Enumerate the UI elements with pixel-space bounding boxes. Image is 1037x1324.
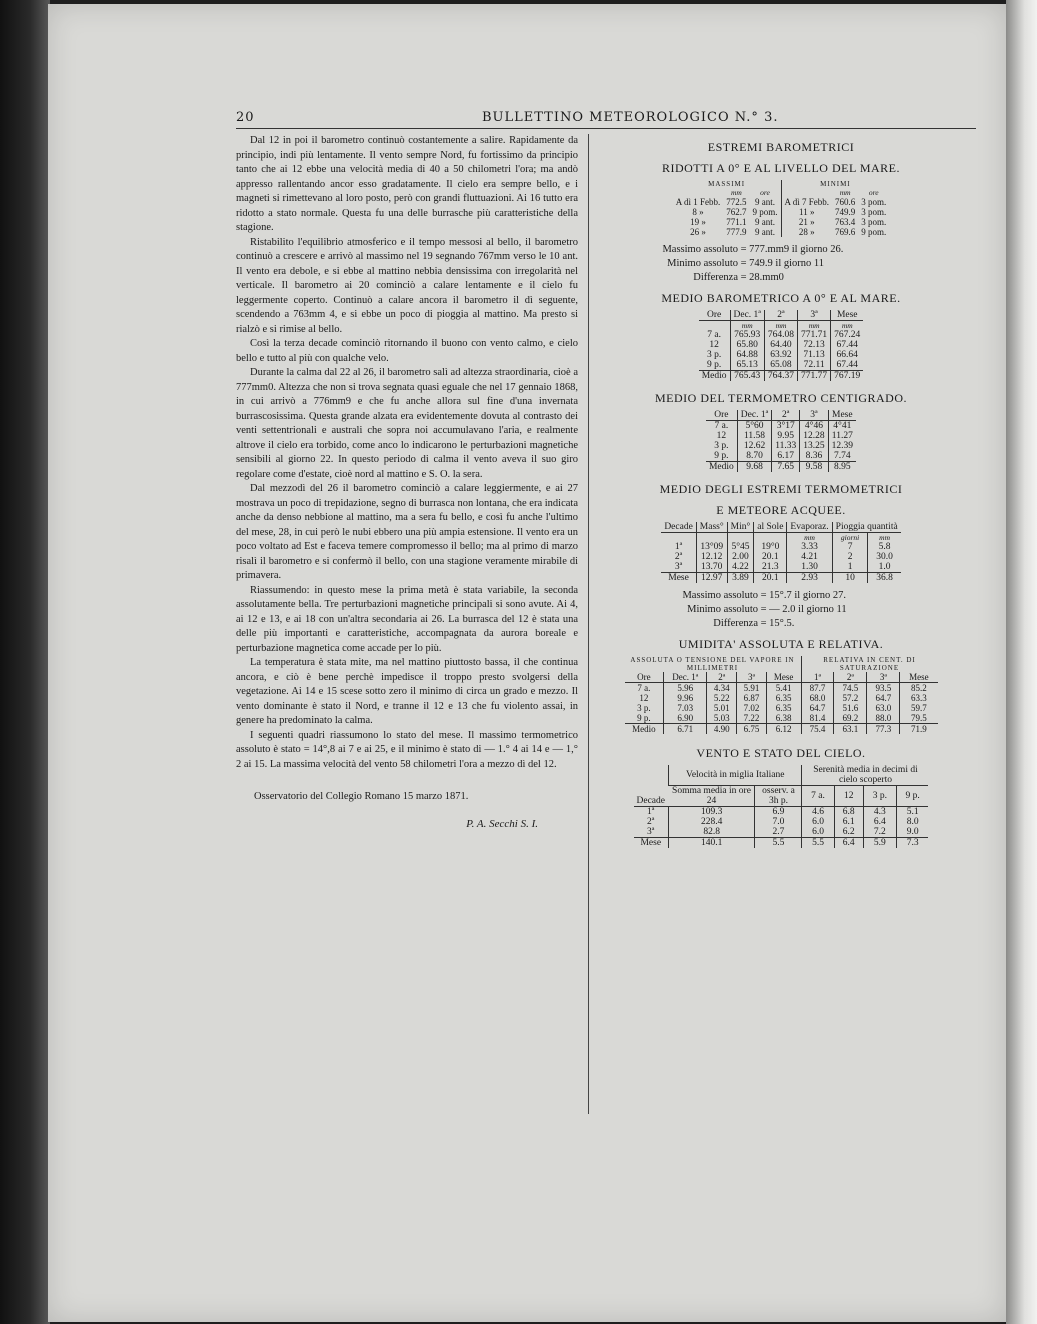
cell: 140.1 (668, 838, 755, 849)
col-header: Dec. 1ª (737, 410, 771, 421)
cell: 75.4 (801, 724, 834, 735)
table-row (625, 683, 938, 694)
cell: 9 p. (706, 360, 722, 370)
stat-value: = 777.mm9 il giorno 26. (740, 244, 844, 255)
estremi-subtitle: RIDOTTI A 0° E AL LIVELLO DEL MARE. (661, 161, 901, 175)
cell: 64.7 (867, 693, 900, 703)
estremi-table (673, 180, 890, 237)
cell: 3 pom. (861, 197, 887, 207)
cell: 63.1 (834, 724, 867, 735)
cell: 63.92 (764, 350, 797, 360)
stat-label: Massimo assoluto (682, 590, 758, 601)
cell: 771.77 (798, 371, 831, 382)
cell: 6.4 (834, 838, 863, 849)
table-row (673, 217, 890, 227)
left-column-text (236, 134, 578, 831)
cell: 777.9 (726, 227, 747, 237)
col-header: Decade (636, 795, 665, 806)
cell: 9 pom. (752, 207, 778, 217)
cell: 6.87 (737, 693, 767, 703)
cell: 7.02 (737, 703, 767, 713)
col-header: 3ª (737, 672, 767, 683)
cell: 81.4 (801, 713, 834, 724)
table-footer-row (706, 462, 856, 473)
cell: 6.1 (834, 817, 863, 827)
cell: 51.6 (834, 703, 867, 713)
cell: 7 a. (714, 421, 729, 431)
table-row (634, 807, 929, 818)
col-header: 2ª (772, 410, 800, 421)
cell: 88.0 (867, 713, 900, 724)
cell: 4.6 (802, 807, 834, 818)
cell: 6.8 (834, 807, 863, 818)
cell: 12 (639, 693, 649, 703)
stat-label: Minimo assoluto (667, 258, 738, 269)
cell: 767.24 (831, 330, 864, 340)
estremi-stats (640, 243, 966, 285)
col-header: 3ª (800, 410, 828, 421)
table-row (625, 703, 938, 713)
cell: 3.89 (727, 573, 754, 584)
cell: 8.0 (896, 817, 928, 827)
cell: 59.7 (900, 703, 938, 713)
cell: 3 p. (714, 441, 729, 451)
table-row (699, 330, 864, 340)
unit: ore (760, 188, 770, 197)
cell: 9 ant. (754, 197, 775, 207)
cell: 69.2 (834, 713, 867, 724)
unit: mm (839, 188, 851, 197)
unit: mm (764, 321, 797, 331)
cell: 5.41 (766, 683, 801, 694)
cell: 9.0 (896, 827, 928, 838)
cell: 2ª (647, 817, 655, 827)
cell: 1.0 (868, 562, 901, 573)
cell: 1ª (674, 542, 683, 552)
paragraph: Dal mezzodì del 26 il barometro cominciò a calare leggiermente, e ai 27 mostrava un poco di trepidazione, segno di burrasca non lontana, che era indicata anche da denso nebbione al mattino, ma a sera fu bello, e così fu anche l'ultimo del mese, 28, in cui però le nubi ebbero una più ampia estensione. Il vento era un poco voltato ad Est e faceva temere compromesso il bello; ma al primo di marzo risalì il barometro e si confermò il bello, con una stagione veramente mirabile di primavera. (236, 483, 578, 581)
scan-left-edge (0, 0, 50, 1324)
cell: 12.12 (696, 552, 727, 562)
unit: mm (730, 321, 764, 331)
cell: 3.33 (787, 542, 832, 552)
cell: 2ª (674, 552, 683, 562)
cell: 772.5 (726, 197, 747, 207)
stat-label: Differenza (713, 618, 758, 629)
column-divider (588, 134, 589, 1114)
col-header: Mese (831, 310, 864, 321)
cell: 767.19 (831, 371, 864, 382)
cell: 5°60 (737, 421, 771, 432)
table-footer-row (661, 573, 900, 584)
stat-label: Massimo assoluto (662, 244, 738, 255)
table-row (699, 350, 864, 360)
paragraph: Riassumendo: in questo mese la prima metà è stata variabile, la seconda assolutamente bella. Tre perturbazioni magnetiche principali si sono avute. Ai 4, ai 12 e 13, e ai 18 con un'altra secondaria ai 26. La burrasca del 12 è stata una delle più importanti e caratteristiche, accompagnata da aurora boreale e perturbazione magnetica come accade per lo più. (236, 584, 578, 654)
unit: mm (831, 321, 864, 331)
signature: P. A. Secchi S. I. (466, 817, 538, 830)
cell: 72.11 (798, 360, 831, 371)
cell: 771.1 (726, 217, 747, 227)
termo-stats (660, 589, 966, 631)
cell: 9 p. (637, 713, 651, 723)
paragraph: Ristabilito l'equilibrio atmosferico e il tempo messosi al bello, il barometro continuò a crescere e arrivò al massimo nel 19 segnando 767mm verso le 10 ant. Il vento era debole, e si ebbe al mattino nebbia densissima con irregolarità nel verticale. Il barometro ai 20 cominciò a calare lentamente e il cielo fu leggermente coperto. Continuò a calare ancora il barometro il dì seguente, scendendo a 763mm 4, e si ebbe un poco di pioggia al mattino. Ma presto si rialzò e si rimise al bello. (236, 236, 578, 335)
cell: Mese (634, 838, 669, 849)
cell: 36.8 (868, 573, 901, 584)
table-footer-row (699, 371, 864, 382)
table-row (673, 227, 890, 237)
cell: 74.5 (834, 683, 867, 694)
table-row (661, 542, 900, 552)
cell: 12.62 (737, 441, 771, 451)
unit: giorni (832, 533, 868, 543)
cell: 65.13 (730, 360, 764, 371)
col-header: Pioggia quantità (832, 522, 901, 533)
cell: 5.5 (802, 838, 834, 849)
cell: 5.8 (868, 542, 901, 552)
cell: 64.40 (764, 340, 797, 350)
cell: 1 (832, 562, 868, 573)
cell: 2.7 (755, 827, 802, 838)
cell: 6.38 (766, 713, 801, 724)
cell: 79.5 (900, 713, 938, 724)
col-header: Ore (637, 672, 651, 682)
cell: 8.36 (800, 451, 828, 462)
stat-value: = 15°.5. (760, 618, 795, 629)
cell: 6.12 (766, 724, 801, 735)
cell: Medio (706, 462, 737, 473)
cell: 764.08 (764, 330, 797, 340)
cell: 765.43 (730, 371, 764, 382)
cell: 760.6 (835, 197, 856, 207)
cell: 64.7 (801, 703, 834, 713)
cell: 5.1 (896, 807, 928, 818)
cell: 8.70 (737, 451, 771, 462)
col-header: 1ª (801, 672, 834, 683)
cell: 9.96 (664, 693, 707, 703)
cell: 765.93 (730, 330, 764, 340)
col-header: 3 p. (863, 786, 896, 806)
cell: 11 » (781, 207, 832, 217)
cell: 4.90 (707, 724, 737, 735)
cell: 28 » (781, 227, 832, 237)
cell: 20.1 (754, 573, 787, 584)
col-header: Somma media in ore 24 (672, 786, 751, 806)
cell: 72.13 (798, 340, 831, 350)
stat-value: = 28.mm0 (740, 272, 784, 283)
cell: 66.64 (831, 350, 864, 360)
col-header: Decade (664, 522, 693, 532)
table-row (634, 827, 929, 838)
paragraph: I seguenti quadri riassumono lo stato del mese. Il massimo termometrico assoluto è stato = 14°,8 ai 7 e ai 25, e il minimo è stato di — 1.° 4 ai 14 e — 1,° 2 ai 15. La massima velocità del vento 58 chilometri l'ora a mezzo dì del 12. (236, 729, 578, 770)
stat-label: Minimo assoluto (687, 604, 758, 615)
cell: 64.88 (730, 350, 764, 360)
cell: 3 pom. (861, 217, 887, 227)
cell: A dì 1 Febb. (675, 197, 721, 207)
table-row (706, 421, 856, 432)
cell: 7 (832, 542, 868, 552)
paragraph: Così la terza decade cominciò ritornando il buono con vento calmo, e cielo bello e tutto al più con qualche velo. (236, 338, 578, 364)
unit: mm (868, 533, 901, 543)
col-header: Mese (766, 672, 801, 683)
cell: Medio (625, 724, 664, 735)
vento-table (634, 765, 929, 848)
col-header: Mese (900, 672, 938, 683)
cell: 20.1 (754, 552, 787, 562)
stat-label: Differenza (693, 272, 738, 283)
vento-title: VENTO E STATO DEL CIELO. (696, 746, 866, 760)
cell: 11.58 (737, 431, 771, 441)
cell: 769.6 (835, 227, 856, 237)
col-header: Ore (706, 310, 722, 320)
table-row (673, 197, 890, 207)
cell: 2.93 (787, 573, 832, 584)
table-row (706, 431, 856, 441)
cell: 12.97 (696, 573, 727, 584)
cell: 9 ant. (754, 217, 775, 227)
cell: 3 pom. (861, 207, 887, 217)
medio-termo-title: MEDIO DEL TERMOMETRO CENTIGRADO. (655, 391, 907, 405)
cell: 10 (832, 573, 868, 584)
cell: 749.9 (835, 207, 856, 217)
cell: 4.3 (863, 807, 896, 818)
table-footer-row (625, 724, 938, 735)
cell: 12.28 (800, 431, 828, 441)
cell: 63.0 (867, 703, 900, 713)
col-header: 2ª (707, 672, 737, 683)
cell: 4°41 (828, 421, 856, 432)
table-row (706, 441, 856, 451)
cell: 67.44 (831, 360, 864, 371)
massimi-label: MASSIMI (708, 180, 746, 188)
cell: 7.2 (863, 827, 896, 838)
scan-right-edge (1006, 0, 1037, 1324)
col-header: 3ª (798, 310, 831, 321)
cell: 3ª (674, 562, 683, 572)
unit: mm (798, 321, 831, 331)
cell: 5.22 (707, 693, 737, 703)
cell: 6.0 (802, 827, 834, 838)
cell: 1ª (647, 807, 655, 817)
cell: 9.95 (772, 431, 800, 441)
table-row (673, 207, 890, 217)
stat-value: = — 2.0 il giorno 11 (760, 604, 847, 615)
cell: 6.71 (664, 724, 707, 735)
cell: 3 p. (706, 350, 722, 360)
col-header: 12 (834, 786, 863, 806)
cell: 5.5 (755, 838, 802, 849)
cell: 7.65 (772, 462, 800, 473)
cell: 5°45 (727, 542, 754, 552)
cell: 93.5 (867, 683, 900, 694)
header-rule (236, 128, 976, 129)
col-header: Mass° (696, 522, 727, 533)
estremi-termo-subtitle: E METEORE ACQUEE. (716, 503, 846, 517)
paragraph: Durante la calma dal 22 al 26, il barometro salì ad altezza straordinaria, cioè a 777mm0. Altezza che non si trova segnata quasi eguale che nel 17 gennaio 1868, in cui arrivò a 776mm9 e che fu anche allora sul fine d'una invernata burrascosissima. Questa grande alzata era evidentemente dovuta al contrasto dei venti settentrionali e australi che sopra noi accumulavano l'aria, e realmente altrove il cielo era torbido, come anco lo indicarono le perturbazioni magnetiche sensibili al giorno 22. In questo periodo di calma il vento aveva il suo giro regolare come d'estate, cioè nord al mattino e S. O. la sera. (236, 367, 578, 480)
cell: 6.35 (766, 703, 801, 713)
cell: 12 (709, 340, 719, 350)
right-column-tables (596, 134, 966, 848)
estremi-title: ESTREMI BAROMETRICI (707, 140, 855, 154)
col-header: Mese (828, 410, 856, 421)
cell: 4.21 (787, 552, 832, 562)
cell: 21.3 (754, 562, 787, 573)
cell: 12.39 (828, 441, 856, 451)
cell: 3ª (647, 827, 655, 837)
cell: 71.9 (900, 724, 938, 735)
cell: 82.8 (668, 827, 755, 838)
cell: 7.3 (896, 838, 928, 849)
umidita-table (625, 656, 938, 734)
col-header: Ore (714, 410, 729, 420)
cell: 65.80 (730, 340, 764, 350)
paragraph: Dal 12 in poi il barometro continuò costantemente a salire. Rapidamente da principio, indi più lentamente. Il vento sempre Nord, fu fortissimo da principio tanto che ai 12 ebbe una velocità media di 40 a 50 chilometri l'ora; ma andò appresso rallentando ancor esso gradatamente. Il cielo era sempre bello, e i magneti si rimettevano al loro posto, però con grandi fluttuazioni. Ai 16 tutto era ridotto a stato normale. Questa fu una delle burrasche più caratteristiche della stagione. (236, 135, 578, 233)
cell: 4°46 (800, 421, 828, 432)
table-row (634, 817, 929, 827)
cell: 5.96 (664, 683, 707, 694)
col-header: 9 p. (896, 786, 928, 806)
cell: 19°0 (754, 542, 787, 552)
col-header: 2ª (764, 310, 797, 321)
col-header: 2ª (834, 672, 867, 683)
estremi-termo-title: MEDIO DEGLI ESTREMI TERMOMETRICI (659, 482, 903, 496)
cell: 109.3 (668, 807, 755, 818)
cell: 30.0 (868, 552, 901, 562)
closing-line: Osservatorio del Collegio Romano 15 marzo 1871. (254, 791, 469, 802)
cell: 7.0 (755, 817, 802, 827)
minimi-label: MINIMI (781, 180, 889, 188)
stat-value: = 749.9 il giorno 11 (740, 258, 825, 269)
col-group-header: Serenità media in decimi di cielo scoperto (802, 765, 929, 786)
cell: 228.4 (668, 817, 755, 827)
table-row (699, 340, 864, 350)
unit: mm (730, 188, 742, 197)
cell: 13.70 (696, 562, 727, 573)
cell: 87.7 (801, 683, 834, 694)
cell: 7.03 (664, 703, 707, 713)
cell: 764.37 (764, 371, 797, 382)
cell: 1.30 (787, 562, 832, 573)
cell: 9.58 (800, 462, 828, 473)
col-header: 3ª (867, 672, 900, 683)
cell: 6.17 (772, 451, 800, 462)
cell: 3°17 (772, 421, 800, 432)
col-group-header: Velocità in miglia Italiane (668, 765, 802, 786)
cell: Mese (661, 573, 696, 584)
cell: 13.25 (800, 441, 828, 451)
cell: 21 » (781, 217, 832, 227)
cell: A dì 7 Febb. (781, 197, 832, 207)
table-row (661, 552, 900, 562)
cell: 65.08 (764, 360, 797, 371)
cell: 13°09 (696, 542, 727, 552)
cell: 26 » (690, 227, 706, 237)
cell: 7 a. (707, 330, 721, 340)
col-header: osserv. a 3h p. (755, 786, 802, 807)
medio-termo-table (706, 410, 856, 472)
umidita-group-relativa: RELATIVA IN CENT. DI SATURAZIONE (801, 656, 938, 672)
cell: Medio (699, 371, 730, 382)
cell: 71.13 (798, 350, 831, 360)
table-row (699, 360, 864, 371)
cell: 85.2 (900, 683, 938, 694)
umidita-title: UMIDITA' ASSOLUTA E RELATIVA. (678, 637, 884, 651)
cell: 12 (716, 431, 727, 441)
cell: 2.00 (727, 552, 754, 562)
cell: 5.01 (707, 703, 737, 713)
cell: 7.22 (737, 713, 767, 724)
cell: 77.3 (867, 724, 900, 735)
estremi-termo-table (661, 522, 900, 583)
cell: 19 » (690, 217, 706, 227)
cell: 771.71 (798, 330, 831, 340)
cell: 6.90 (664, 713, 707, 724)
unit: mm (787, 533, 832, 543)
cell: 5.91 (737, 683, 767, 694)
cell: 5.9 (863, 838, 896, 849)
unit: ore (868, 188, 879, 197)
table-row (625, 693, 938, 703)
table-row (706, 451, 856, 462)
cell: 63.3 (900, 693, 938, 703)
cell: 2 (832, 552, 868, 562)
col-header: Min° (727, 522, 754, 533)
cell: 6.2 (834, 827, 863, 838)
cell: 9.68 (737, 462, 771, 473)
cell: 57.2 (834, 693, 867, 703)
col-header: al Sole (754, 522, 787, 533)
cell: 7 a. (637, 683, 651, 693)
cell: 6.0 (802, 817, 834, 827)
cell: 8.95 (828, 462, 856, 473)
cell: 68.0 (801, 693, 834, 703)
umidita-group-assoluta: ASSOLUTA O TENSIONE DEL VAPORE IN MILLIMETRI (630, 656, 795, 672)
col-header: Dec. 1ª (730, 310, 764, 321)
cell: 4.22 (727, 562, 754, 573)
cell: 9 ant. (754, 227, 775, 237)
cell: 9 p. (714, 451, 729, 461)
cell: 3 p. (637, 703, 651, 713)
paragraph: La temperatura è stata mite, ma nel mattino piuttosto bassa, il che continua ancora, e ciò è bene perchè impedisce il troppo presto svolgersi della vegetazione. Ai 14 e 15 scese sotto zero il minimo di circa un grado e mezzo. Il vento dominante è stato il Nord, e tranne il 12 e 13 che fu violento assai, in genere ha predominato la calma. (236, 657, 578, 726)
cell: 763.4 (835, 217, 856, 227)
cell: 67.44 (831, 340, 864, 350)
page-number: 20 (236, 110, 255, 125)
cell: 6.75 (737, 724, 767, 735)
table-row (661, 562, 900, 573)
cell: 4.34 (707, 683, 737, 694)
cell: 6.9 (755, 807, 802, 818)
cell: 11.33 (772, 441, 800, 451)
cell: 8 » (692, 207, 704, 217)
col-header: Evaporaz. (787, 522, 832, 533)
table-footer-row (634, 838, 929, 849)
stat-value: = 15°.7 il giorno 27. (760, 590, 846, 601)
cell: 762.7 (726, 207, 747, 217)
col-header: 7 a. (802, 786, 834, 806)
page-title: BULLETTINO METEOROLOGICO N.° 3. (482, 110, 779, 125)
medio-baro-table (699, 310, 864, 381)
medio-baro-title: MEDIO BAROMETRICO A 0° E AL MARE. (661, 291, 901, 305)
cell: 7.74 (828, 451, 856, 462)
col-header: Dec. 1ª (664, 672, 707, 683)
cell: 6.35 (766, 693, 801, 703)
cell: 5.03 (707, 713, 737, 724)
table-row (625, 713, 938, 724)
cell: 11.27 (828, 431, 856, 441)
cell: 9 pom. (861, 227, 887, 237)
cell: 6.4 (863, 817, 896, 827)
